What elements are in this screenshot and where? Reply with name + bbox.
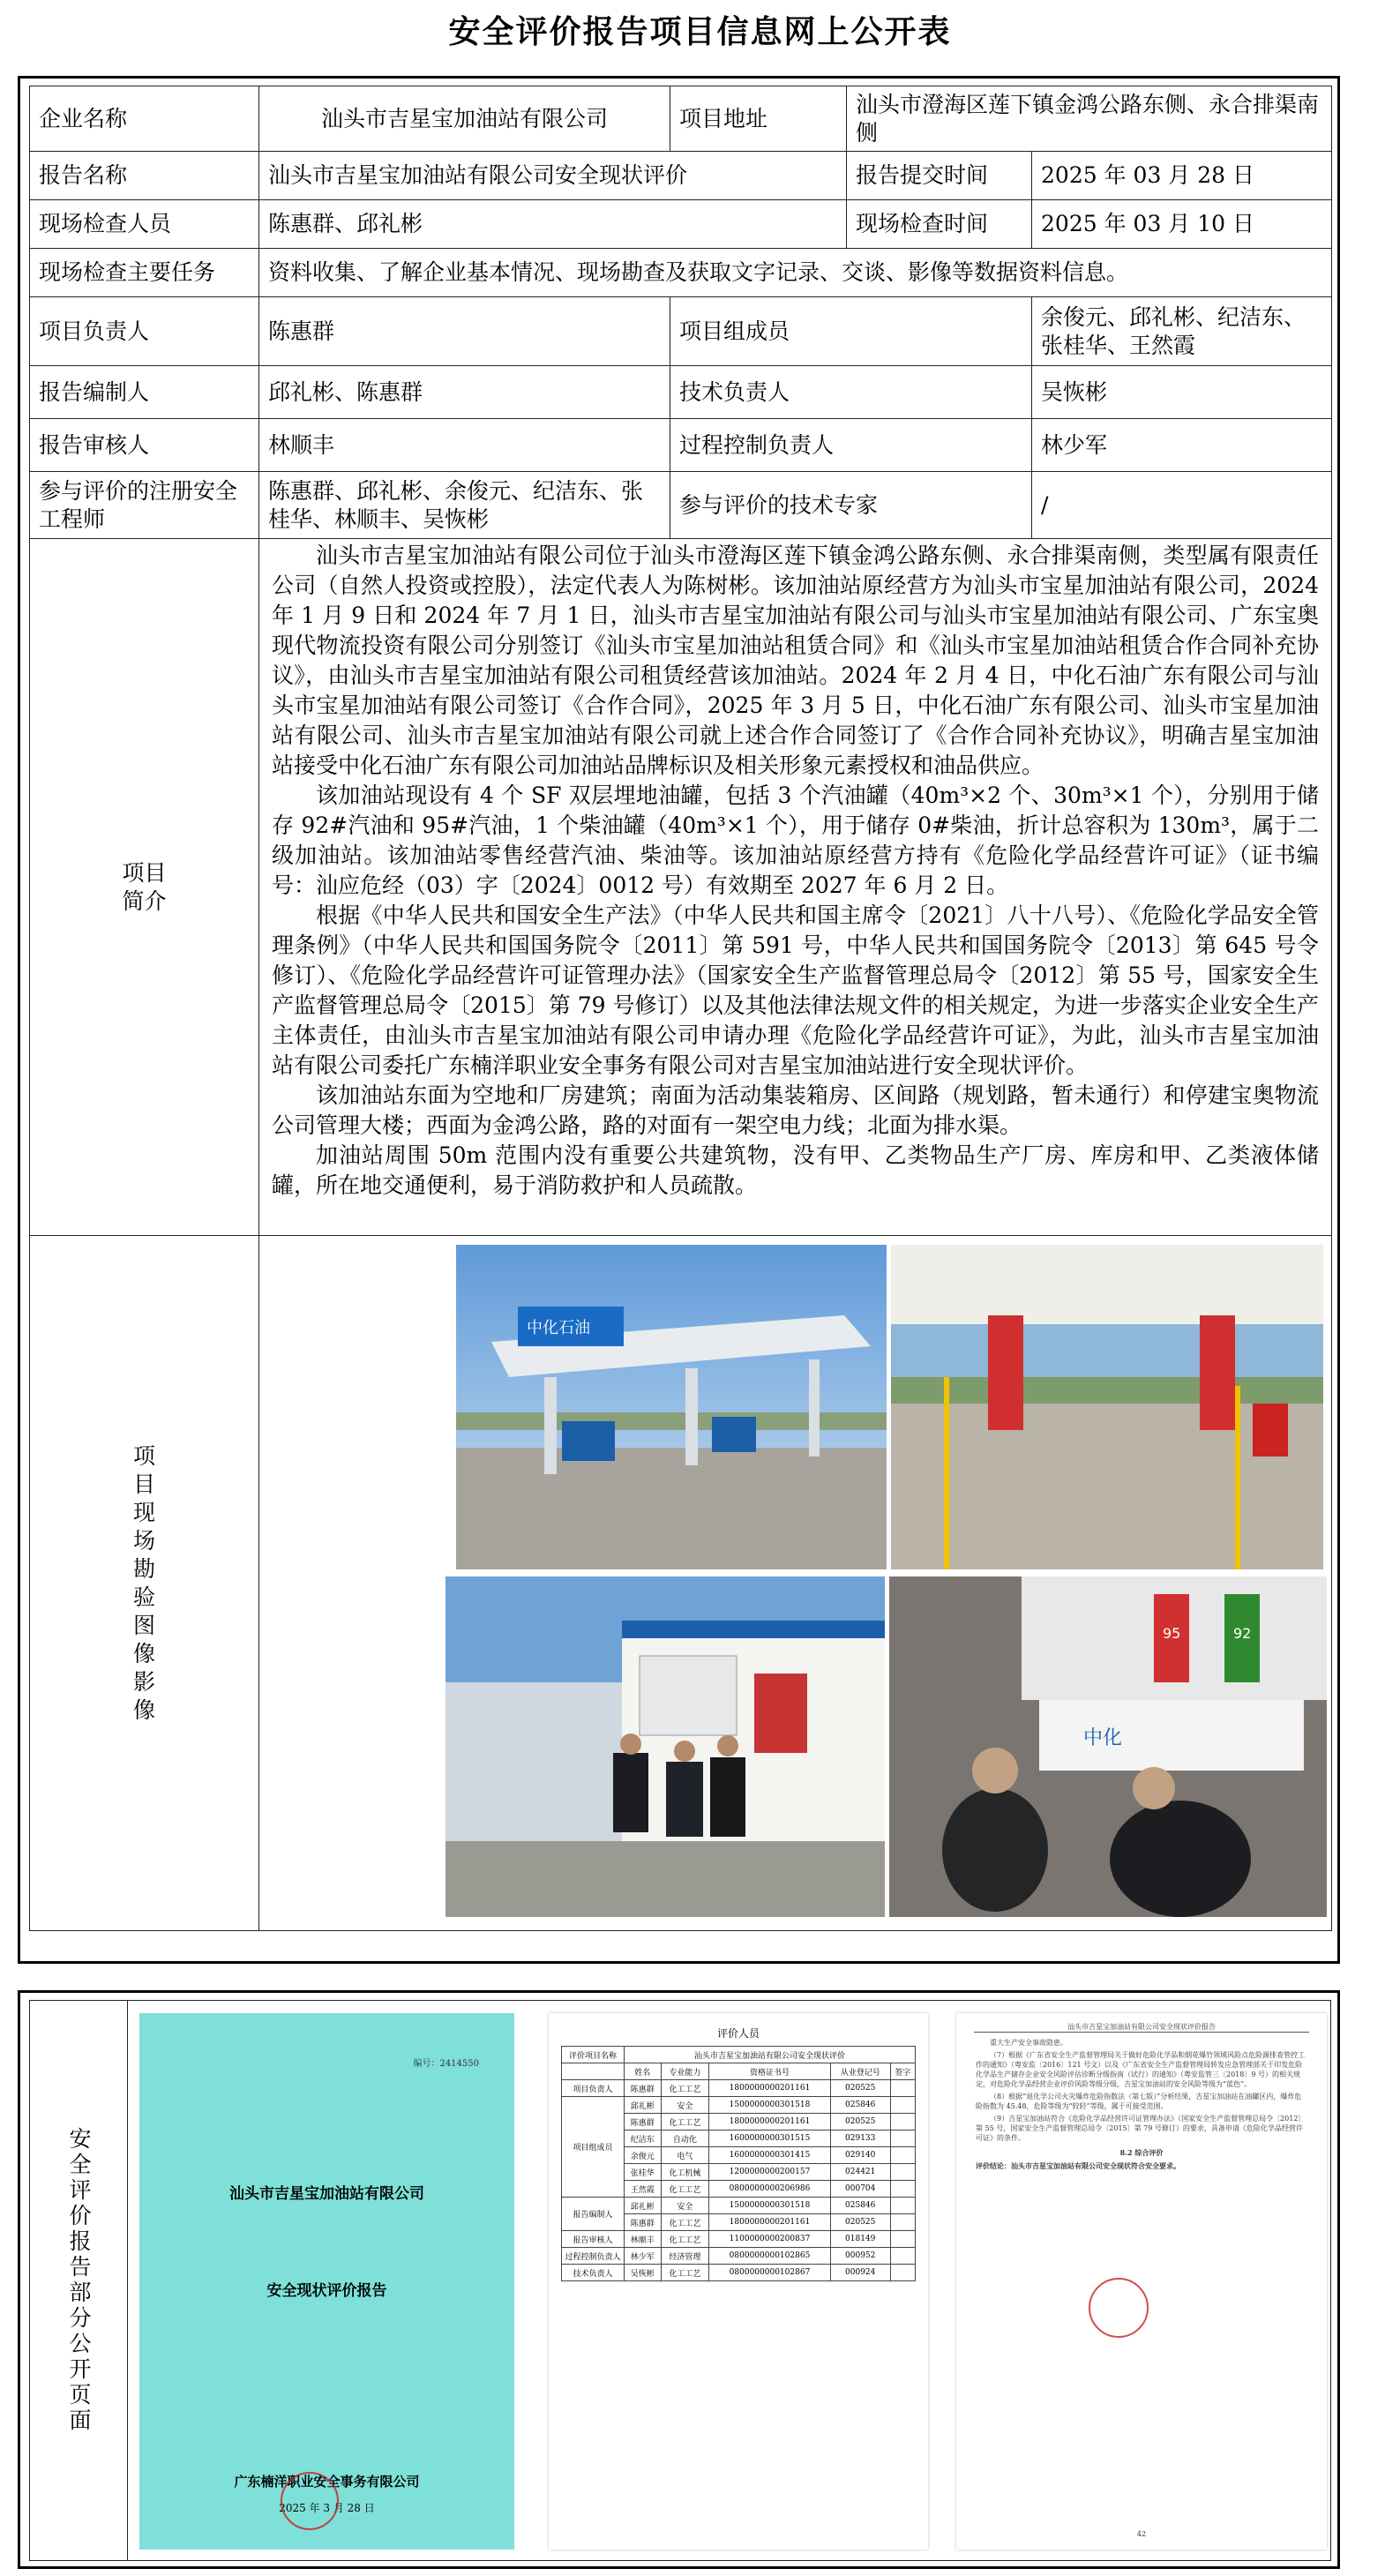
table-row [562, 2248, 916, 2265]
table-cell: 1800000000201161 [709, 2080, 830, 2097]
submit-time-value: 2025 年 03 月 28 日 [1032, 152, 1332, 200]
intro-text [259, 539, 1332, 1236]
tech-value: 吴恢彬 [1032, 366, 1332, 419]
intro-paragraph: 该加油站东面为空地和厂房建筑；南面为活动集装箱房、区间路（规划路，暂未通行）和停建宝奥物流公司管理大楼；西面为金鸿公路，路的对面有一架空电力线；北面为排水渠。 [272, 1082, 1320, 1138]
table-row [562, 2198, 916, 2214]
intro-paragraph: 该加油站现设有 4 个 SF 双层埋地油罐，包括 3 个汽油罐（40m³×2 个、30m³×1 个），分别用于储存 92#汽油和 95#汽油，1 个柴油罐（40m³×1 个），用于储存 0#柴油，折计总容积为 130m³，属于二级加油站。该加油站零售经营汽油、柴油等。该加油站原经营方持有《危险化学品经营许可证》（证书编号：汕应危经（03）字〔2024〕0012 号）有效期至 2027 年 6 月 2 日。 [272, 783, 1320, 898]
pages-label: 安全评价报告部分公开页面 [30, 2001, 128, 2560]
table-cell: 1600000000301515 [709, 2130, 830, 2147]
conclusion-text: 评价结论：汕头市吉星宝加油站有限公司安全现状符合安全要求。 [976, 2161, 1180, 2170]
signature-cell [890, 2164, 915, 2181]
table-cell: 000704 [830, 2181, 890, 2198]
info-frame [18, 76, 1340, 1964]
intro-paragraph: 汕头市吉星宝加油站有限公司位于汕头市澄海区莲下镇金鸿公路东侧、永合排渠南侧，类型属有限责任公司（自然人投资或控股），法定代表人为陈树彬。该加油站原经营方为汕头市宝星加油站有限公司，2024 年 1 月 9 日和 2024 年 7 月 1 日，汕头市吉星宝加油站有限公司与汕头市宝星加油站有限公司、广东宝奥现代物流投资有限公司分别签订《汕头市宝星加油站租赁合同》和《汕头市宝星加油站租赁合作合同补充协议》，由汕头市吉星宝加油站有限公司租赁经营该加油站。2024 年 2 月 4 日，中化石油广东有限公司与汕头市宝星加油站有限公司签订《合作合同》，2025 年 3 月 5 日，中化石油广东有限公司、汕头市宝星加油站有限公司、汕头市吉星宝加油站有限公司就上述合作合同签订了《合作合同补充协议》，明确吉星宝加油站接受中化石油广东有限公司加油站品牌标识及相关形象元素授权和油品供应。 [272, 543, 1320, 778]
table-cell: 化工工艺 [661, 2080, 709, 2097]
intro-label: 项目简介 [30, 539, 259, 1236]
table-row [562, 2265, 916, 2281]
fuel-92-label: 92 [1233, 1625, 1252, 1642]
table-cell: 0800000000102867 [709, 2265, 830, 2281]
inspectors-value: 陈惠群、邱礼彬 [259, 200, 847, 249]
process-label: 过程控制负责人 [670, 419, 1032, 472]
table-cell: 029140 [830, 2147, 890, 2164]
signature-cell [890, 2130, 915, 2147]
experts-label: 参与评价的技术专家 [670, 472, 1032, 539]
table-cell: 000952 [830, 2248, 890, 2265]
signature-cell [890, 2231, 915, 2248]
inspectors-label: 现场检查人员 [30, 200, 259, 249]
conclusion-lines [956, 2033, 1327, 2143]
process-value: 林少军 [1032, 419, 1332, 472]
table-cell: 化工工艺 [661, 2214, 709, 2231]
col-header: 专业能力 [661, 2063, 709, 2080]
table-cell: 安全 [661, 2198, 709, 2214]
report-cover-page [139, 2013, 514, 2550]
conclusion-line: 重大生产安全事故隐患。 [990, 2039, 1067, 2047]
table-cell: 1100000000200837 [709, 2231, 830, 2248]
cover-date: 2025 年 3 月 28 日 [279, 2502, 375, 2514]
table-cell: 025846 [830, 2097, 890, 2114]
signature-cell [890, 2147, 915, 2164]
engineers-value: 陈惠群、邱礼彬、余俊元、纪洁东、张桂华、林顺丰、吴恢彬 [259, 472, 670, 539]
table-cell: 1500000000301518 [709, 2097, 830, 2114]
conclusion-header: 汕头市吉星宝加油站有限公司安全现状评价报告 [974, 2022, 1309, 2033]
report-name-label: 报告名称 [30, 152, 259, 200]
table-cell: 1600000000301415 [709, 2147, 830, 2164]
table-row [562, 2097, 916, 2114]
pump-brand-label: 中化 [1083, 1727, 1123, 1749]
table-row [562, 2080, 916, 2097]
report-pages-section [29, 2000, 1331, 2561]
page-number: 42 [1136, 2530, 1147, 2538]
table-cell: 化工工艺 [661, 2114, 709, 2130]
conclusion-line: （9）吉星宝加油站符合《危险化学品经营许可证管理办法》（国家安全生产监督管理总局令〔2012〕第 55 号，国家安全生产监督管理总局令〔2015〕第 79 号修订）的要求，具备申请《危险化学品经营许可证》的条件。 [976, 2115, 1306, 2142]
table-cell: 018149 [830, 2231, 890, 2248]
table-cell: 经济管理 [661, 2248, 709, 2265]
table-cell: 陈惠群 [625, 2080, 662, 2097]
cover-number: 编号：2414550 [413, 2059, 479, 2069]
col-header: 从业登记号 [830, 2063, 890, 2080]
table-cell: 化工机械 [661, 2164, 709, 2181]
conclusion-line: （8）根据“退化学公司火灾爆炸危险指数法（第七版）”分析结果，吉星宝加油站在油罐区内，爆炸危险指数为 45.48，危险等级为“较轻”等级，属于可接受范围。 [976, 2093, 1302, 2110]
table-cell: 陈惠群 [625, 2114, 662, 2130]
table-cell: 025846 [830, 2198, 890, 2214]
seal-stamp [1089, 2278, 1149, 2338]
table-cell: 邱礼彬 [625, 2198, 662, 2214]
table-cell: 1200000000200157 [709, 2164, 830, 2181]
table-cell: 化工工艺 [661, 2265, 709, 2281]
inspect-time-label: 现场检查时间 [847, 200, 1032, 249]
fuel-95-label: 95 [1163, 1625, 1181, 1642]
info-table [29, 86, 1332, 1931]
members-value: 余俊元、邱礼彬、纪洁东、张桂华、王然霞 [1032, 297, 1332, 366]
table-cell: 纪洁东 [625, 2130, 662, 2147]
personnel-page [549, 2013, 928, 2550]
signature-cell [890, 2080, 915, 2097]
signature-cell [890, 2181, 915, 2198]
role-cell: 报告编制人 [562, 2198, 625, 2231]
project-name-label: 评价项目名称 [562, 2047, 625, 2063]
conclusion-page [956, 2013, 1327, 2550]
role-cell: 报告审核人 [562, 2231, 625, 2248]
intro-paragraph: 根据《中华人民共和国安全生产法》（中华人民共和国主席令〔2021〕八十八号）、《危险化学品安全管理条例》（中华人民共和国国务院令〔2011〕第 591 号，中华人民共和国国务院令〔2013〕第 645 号令修订）、《危险化学品经营许可证管理办法》（国家安全生产监督管理总局令〔2012〕第 55 号，国家安全生产监督管理总局令〔2015〕第 79 号修订）以及其他法律法规文件的相关规定，为进一步落实企业安全生产主体责任，由汕头市吉星宝加油站有限公司申请办理《危险化学品经营许可证》，为此，汕头市吉星宝加油站有限公司委托广东楠洋职业安全事务有限公司对吉星宝加油站进行安全现状评价。 [272, 902, 1320, 1078]
tasks-label: 现场检查主要任务 [30, 249, 259, 297]
canopy-interior-photo [891, 1245, 1323, 1569]
table-cell: 陈惠群 [625, 2214, 662, 2231]
compiler-label: 报告编制人 [30, 366, 259, 419]
table-cell: 1800000000201161 [709, 2214, 830, 2231]
leader-value: 陈惠群 [259, 297, 670, 366]
personnel-table [561, 2046, 916, 2281]
role-cell: 过程控制负责人 [562, 2248, 625, 2265]
table-cell: 1500000000301518 [709, 2198, 830, 2214]
table-row [562, 2231, 916, 2248]
company-value: 汕头市吉星宝加油站有限公司 [259, 86, 670, 152]
signature-cell [890, 2265, 915, 2281]
experts-value: / [1032, 472, 1332, 539]
personnel-heading: 评价人员 [716, 2027, 760, 2040]
col-header: 资格证书号 [709, 2063, 830, 2080]
conclusion-subheading: 8.2 综合评价 [1119, 2148, 1164, 2157]
cover-report-title: 安全现状评价报告 [266, 2282, 387, 2300]
address-label: 项目地址 [670, 86, 847, 152]
station-exterior-photo [456, 1245, 887, 1569]
company-label: 企业名称 [30, 86, 259, 152]
table-cell: 余俊元 [625, 2147, 662, 2164]
table-cell: 吴恢彬 [625, 2265, 662, 2281]
table-cell: 000924 [830, 2265, 890, 2281]
signature-cell [890, 2214, 915, 2231]
signature-cell [890, 2248, 915, 2265]
cover-company: 汕头市吉星宝加油站有限公司 [229, 2185, 424, 2203]
table-cell: 电气 [661, 2147, 709, 2164]
table-cell: 王然霞 [625, 2181, 662, 2198]
photos-label: 项目现场勘验图像影像 [30, 1236, 259, 1931]
cover-org: 广东楠洋职业安全事务有限公司 [234, 2474, 420, 2490]
project-name-value: 汕头市吉星宝加油站有限公司安全现状评价 [625, 2047, 916, 2063]
table-cell: 024421 [830, 2164, 890, 2181]
submit-time-label: 报告提交时间 [847, 152, 1032, 200]
brand-sign-text: 中化石油 [527, 1319, 590, 1337]
table-cell: 1800000000201161 [709, 2114, 830, 2130]
photos-cell [259, 1236, 1332, 1931]
table-cell: 0800000000102865 [709, 2248, 830, 2265]
page-title: 安全评价报告项目信息网上公开表 [448, 14, 952, 50]
table-cell: 020525 [830, 2080, 890, 2097]
table-cell: 张桂华 [625, 2164, 662, 2181]
table-cell: 0800000000206986 [709, 2181, 830, 2198]
tech-label: 技术负责人 [670, 366, 1032, 419]
signature-cell [890, 2198, 915, 2214]
col-header: 签字 [890, 2063, 915, 2080]
table-cell: 020525 [830, 2114, 890, 2130]
dispenser-inspection-photo [889, 1576, 1327, 1917]
table-cell: 020525 [830, 2214, 890, 2231]
inspect-time-value: 2025 年 03 月 10 日 [1032, 200, 1332, 249]
role-cell: 项目负责人 [562, 2080, 625, 2097]
reviewer-label: 报告审核人 [30, 419, 259, 472]
compiler-value: 邱礼彬、陈惠群 [259, 366, 670, 419]
seal-stamp [281, 2472, 339, 2530]
leader-label: 项目负责人 [30, 297, 259, 366]
engineers-label: 参与评价的注册安全工程师 [30, 472, 259, 539]
col-header: 姓名 [625, 2063, 662, 2080]
table-cell: 林少军 [625, 2248, 662, 2265]
reviewer-value: 林顺丰 [259, 419, 670, 472]
tasks-value: 资料收集、了解企业基本情况、现场勘查及获取文字记录、交谈、影像等数据资料信息。 [259, 249, 1332, 297]
pages-frame [18, 1990, 1340, 2569]
table-cell: 029133 [830, 2130, 890, 2147]
role-cell: 技术负责人 [562, 2265, 625, 2281]
table-cell: 化工工艺 [661, 2231, 709, 2248]
role-cell: 项目组成员 [562, 2097, 625, 2198]
members-label: 项目组成员 [670, 297, 1032, 366]
report-name-value: 汕头市吉星宝加油站有限公司安全现状评价 [259, 152, 847, 200]
signature-cell [890, 2097, 915, 2114]
signature-cell [890, 2114, 915, 2130]
conclusion-line: （7）根据《广东省安全生产监督管理局关于做好危险化学品和烟花爆竹领域风险点危险源排查管控工作的通知》（粤安监〔2016〕121 号文）以及《广东省安全生产监督管理局转发应急管理部关于印发危险化学品生产储存企业安全风险评估诊断分级指南（试行）的通知》（粤安监管三〔2018〕9 号）的相关规定，对危险化学品经营企业评价风险等级分级，吉星宝加油站的安全风险等级为“蓝色”。 [976, 2051, 1306, 2088]
table-cell: 化工工艺 [661, 2181, 709, 2198]
table-cell: 自动化 [661, 2130, 709, 2147]
table-cell: 林顺丰 [625, 2231, 662, 2248]
intro-paragraph: 加油站周围 50m 范围内没有重要公共建筑物，没有甲、乙类物品生产厂房、库房和甲、乙类液体储罐，所在地交通便利，易于消防救护和人员疏散。 [272, 1142, 1320, 1198]
address-value: 汕头市澄海区莲下镇金鸿公路东侧、永合排渠南侧 [847, 86, 1332, 152]
table-cell: 安全 [661, 2097, 709, 2114]
inspectors-photo [445, 1576, 885, 1917]
table-cell: 邱礼彬 [625, 2097, 662, 2114]
